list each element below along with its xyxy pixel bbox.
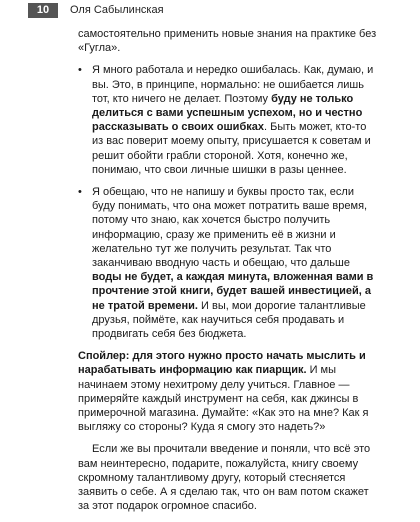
page-number: 10 bbox=[28, 3, 58, 18]
bullet-text: Я много работала и нередко ошибалась. Как, думаю, и вы. Это, в принципе, нормально: не ошибается лишь тот, кто ничего не делает. Поэтому bbox=[92, 64, 374, 105]
bullet-item-mistakes bbox=[78, 63, 378, 177]
bullet-icon: • bbox=[78, 186, 82, 199]
page-body bbox=[78, 27, 378, 522]
bullet-bold-text: воды не будет, а каждая минута, вложенная вами в прочтение этой книги, будет вашей инвестицией, а не тратой времени. bbox=[92, 271, 374, 312]
spoiler-paragraph bbox=[78, 349, 378, 434]
spoiler-bold-text: Спойлер: для этого нужно просто начать мыслить и нарабатывать информацию как пиарщик. bbox=[78, 350, 366, 377]
running-header bbox=[0, 0, 420, 22]
bullet-text: . Быть может, кто-то из вас поверит моему опыту, присушается к советам и решит обойти грабли стороной. Хотя, конечно же, понимаю, что свои личные шишки в разы ценнее. bbox=[92, 121, 371, 176]
spoiler-text: И мы начинаем этому нехитрому делу учиться. Главное — примеряйте каждый инструмент на себя, как джинсы в примерочной магазина. Думайте: «Как это на мне? Как я выгляжу со стороны? Куда я смогу это надеть?» bbox=[78, 364, 369, 434]
bullet-bold-text: буду не только делиться с вами успешным успехом, но и честно рассказывать о своих ошибках bbox=[92, 92, 363, 134]
bullet-text: Я обещаю, что не напишу и буквы просто так, если буду понимать, что она может потратить ваше время, потому что знаю, как хочется быстро получить информацию, сразу же применить её в жизни и желательно тут же получить результат. Так что заканчиваю вводную часть и обещаю, что дальше bbox=[92, 186, 368, 270]
bullet-text: И вы, мои дорогие талантливые друзья, поймёте, как научиться себя продавать и продвигать себя без бюджета. bbox=[92, 299, 366, 341]
bullet-item-promise bbox=[78, 185, 378, 341]
bullet-icon: • bbox=[78, 64, 82, 77]
closing-paragraph: Если же вы прочитали введение и поняли, что всё это вам неинтересно, подарите, пожалуйста, книгу своему скромному талантливому другу, который стесняется заявить о себе. А я сделаю так, что он вам потом скажет за этот подарок огромное спасибо. bbox=[78, 443, 371, 513]
intro-paragraph: самостоятельно применить новые знания на практике без «Гугла». bbox=[78, 28, 377, 55]
author-name: Оля Сабылинская bbox=[70, 4, 164, 16]
bullet-list bbox=[78, 63, 378, 341]
